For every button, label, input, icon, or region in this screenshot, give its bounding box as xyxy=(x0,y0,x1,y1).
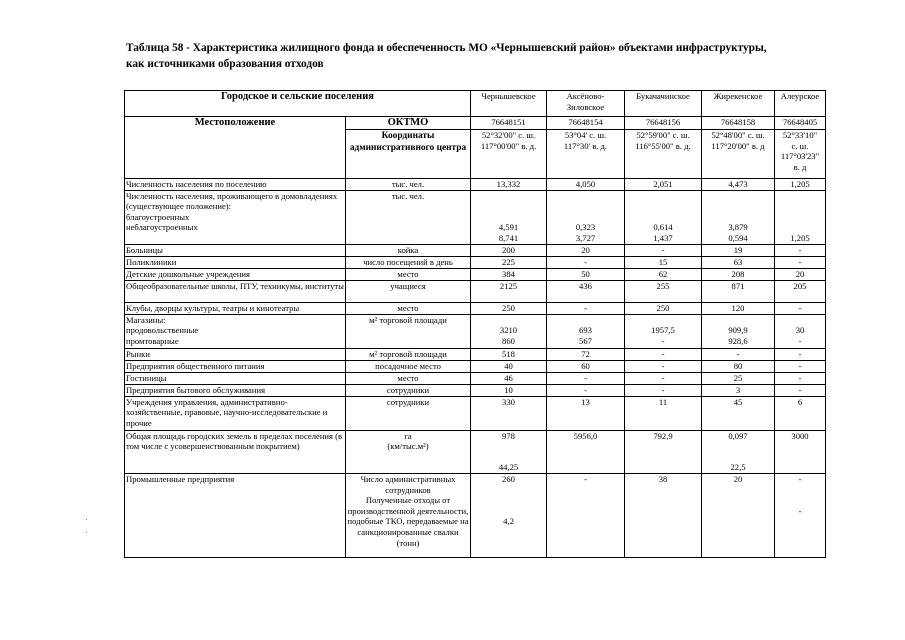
table-row xyxy=(125,360,826,372)
table-row xyxy=(125,179,826,191)
row-unit: м² торговой площади xyxy=(346,314,471,348)
row-value: - xyxy=(775,302,826,314)
row-value: 978 44,25 xyxy=(471,430,547,473)
row-label: Предприятия бытового обслуживания xyxy=(125,384,346,396)
row-value: - xyxy=(625,360,702,372)
row-value: 3,879 0,594 xyxy=(702,190,775,244)
row-label: Численность населения по поселению xyxy=(125,179,346,191)
row-value: - xyxy=(625,348,702,360)
row-value: 0,614 1,437 xyxy=(625,190,702,244)
row-value: 260 4,2 xyxy=(471,473,547,557)
row-unit: число посещений в день xyxy=(346,256,471,268)
row-label: Детские дошкольные учреждения xyxy=(125,268,346,280)
header-row-oktmo xyxy=(125,117,826,130)
row-value: - xyxy=(775,360,826,372)
settlements-header: Городское и сельские поселения xyxy=(125,91,471,117)
row-unit: сотрудники xyxy=(346,384,471,396)
row-unit: место xyxy=(346,372,471,384)
row-value: - xyxy=(547,256,625,268)
oktmo-code: 76648154 xyxy=(547,117,625,130)
row-value: 63 xyxy=(702,256,775,268)
row-unit: тыс. чел. xyxy=(346,179,471,191)
table-row xyxy=(125,473,826,557)
row-value: 518 xyxy=(471,348,547,360)
row-value: 0,097 22,5 xyxy=(702,430,775,473)
row-value: 20 xyxy=(775,268,826,280)
table-row xyxy=(125,280,826,302)
row-value: 1,205 xyxy=(775,190,826,244)
row-value: - xyxy=(775,372,826,384)
location-header: Местоположение xyxy=(125,117,346,179)
row-label: Численность населения, проживающего в домовладениях (существующее положение): благоустроенных неблагоустроенных xyxy=(125,190,346,244)
row-value: 0,323 3,727 xyxy=(547,190,625,244)
row-value: 205 xyxy=(775,280,826,302)
row-label: Учреждения управления, административно-хозяйственные, правовые, научно-исследовательские и прочие xyxy=(125,396,346,430)
row-value: - xyxy=(547,473,625,557)
row-value: 250 xyxy=(625,302,702,314)
row-value: 4,050 xyxy=(547,179,625,191)
row-unit: койка xyxy=(346,244,471,256)
row-unit: га (км/тыс.м²) xyxy=(346,430,471,473)
row-value: - xyxy=(547,372,625,384)
row-value: 46 xyxy=(471,372,547,384)
settlement-name: Чернышевское xyxy=(471,91,547,117)
row-value: 436 xyxy=(547,280,625,302)
row-value: 30 - xyxy=(775,314,826,348)
row-label: Промышленные предприятия xyxy=(125,473,346,557)
row-value: 208 xyxy=(702,268,775,280)
margin-mark xyxy=(86,532,87,533)
row-value: - xyxy=(775,384,826,396)
table-row xyxy=(125,256,826,268)
row-value: 80 xyxy=(702,360,775,372)
row-label: Рынки xyxy=(125,348,346,360)
row-value: 693 567 xyxy=(547,314,625,348)
row-value: 4,591 8,741 xyxy=(471,190,547,244)
row-label: Гостиницы xyxy=(125,372,346,384)
row-value: - xyxy=(625,372,702,384)
header-row-settlements xyxy=(125,91,826,117)
row-label: Больницы xyxy=(125,244,346,256)
table-body xyxy=(125,179,826,558)
table-row xyxy=(125,190,826,244)
row-value: 50 xyxy=(547,268,625,280)
row-value: - xyxy=(775,256,826,268)
row-value: 792,9 xyxy=(625,430,702,473)
admin-center-coords: 52°59'00" с. ш. 116°55'00" в. д. xyxy=(625,130,702,179)
row-value: 330 xyxy=(471,396,547,430)
row-value: 2,051 xyxy=(625,179,702,191)
admin-center-coords: 52°33'10" с. ш. 117°03'23" в. д xyxy=(775,130,826,179)
table-row xyxy=(125,302,826,314)
housing-infrastructure-table xyxy=(124,90,826,558)
table-title: Таблица 58 - Характеристика жилищного фонда и обеспеченность МО «Чернышевский район» объектами инфраструктуры, как источниками образования отходов xyxy=(126,42,767,70)
row-value: - - xyxy=(775,473,826,557)
row-value: 3 xyxy=(702,384,775,396)
row-unit: посадочное место xyxy=(346,360,471,372)
row-value: 200 xyxy=(471,244,547,256)
row-value: 11 xyxy=(625,396,702,430)
row-value: 13,332 xyxy=(471,179,547,191)
row-value: 255 xyxy=(625,280,702,302)
row-unit: м² торговой площади xyxy=(346,348,471,360)
row-value: 3000 xyxy=(775,430,826,473)
oktmo-code: 76648156 xyxy=(625,117,702,130)
row-value: - xyxy=(702,348,775,360)
row-value: 4,473 xyxy=(702,179,775,191)
coords-header: Координаты административного центра xyxy=(346,130,471,179)
row-label: Магазины: продовольственные промтоварные xyxy=(125,314,346,348)
row-unit: сотрудники xyxy=(346,396,471,430)
row-value: - xyxy=(625,244,702,256)
settlement-name: Жирекенское xyxy=(702,91,775,117)
row-value: 250 xyxy=(471,302,547,314)
row-unit: место xyxy=(346,302,471,314)
oktmo-header: ОКТМО xyxy=(346,117,471,130)
table-row xyxy=(125,430,826,473)
row-value: - xyxy=(775,244,826,256)
table-row xyxy=(125,384,826,396)
row-unit: тыс. чел. xyxy=(346,190,471,244)
row-value: 45 xyxy=(702,396,775,430)
row-value: 909,9 928,6 xyxy=(702,314,775,348)
table-row xyxy=(125,348,826,360)
row-value: 20 xyxy=(702,473,775,557)
row-value: 871 xyxy=(702,280,775,302)
row-unit: учащиеся xyxy=(346,280,471,302)
row-label: Общеобразовательные школы, ПТУ, техникумы, институты xyxy=(125,280,346,302)
row-value: 5956,0 xyxy=(547,430,625,473)
row-value: - xyxy=(625,384,702,396)
table-row xyxy=(125,396,826,430)
oktmo-code: 76648405 xyxy=(775,117,826,130)
row-label: Поликлиники xyxy=(125,256,346,268)
row-value: 38 xyxy=(625,473,702,557)
settlement-name: Букачачинское xyxy=(625,91,702,117)
admin-center-coords: 52°32'00" с. ш. 117°00'00" в. д. xyxy=(471,130,547,179)
oktmo-code: 76648158 xyxy=(702,117,775,130)
row-value: 62 xyxy=(625,268,702,280)
table-row xyxy=(125,372,826,384)
row-value: - xyxy=(547,384,625,396)
row-value: 2125 xyxy=(471,280,547,302)
row-value: 225 xyxy=(471,256,547,268)
table-row xyxy=(125,268,826,280)
row-unit: Число административных сотрудников Полученные отходы от производственной деятельности, подобные ТКО, передаваемые на санкционированные свалки (тонн) xyxy=(346,473,471,557)
row-value: 120 xyxy=(702,302,775,314)
table-row xyxy=(125,244,826,256)
row-label: Общая площадь городских земель в пределах поселения (в том числе с усовершенствованным покрытием) xyxy=(125,430,346,473)
settlement-name: Алеурское xyxy=(775,91,826,117)
row-label: Клубы, дворцы культуры, театры и кинотеатры xyxy=(125,302,346,314)
row-value: 20 xyxy=(547,244,625,256)
row-value: 10 xyxy=(471,384,547,396)
row-value: 19 xyxy=(702,244,775,256)
row-label: Предприятия общественного питания xyxy=(125,360,346,372)
row-unit: место xyxy=(346,268,471,280)
row-value: 25 xyxy=(702,372,775,384)
row-value: 15 xyxy=(625,256,702,268)
row-value: 384 xyxy=(471,268,547,280)
row-value: 3210 860 xyxy=(471,314,547,348)
table-row xyxy=(125,314,826,348)
settlement-name: Аксёново-Зиловское xyxy=(547,91,625,117)
admin-center-coords: 52°48'00" с. ш. 117°20'00" в. д xyxy=(702,130,775,179)
admin-center-coords: 53°04' с. ш. 117°30' в. д. xyxy=(547,130,625,179)
row-value: 40 xyxy=(471,360,547,372)
row-value: - xyxy=(775,348,826,360)
oktmo-code: 76648151 xyxy=(471,117,547,130)
row-value: 6 xyxy=(775,396,826,430)
row-value: - xyxy=(547,302,625,314)
row-value: 1957,5 - xyxy=(625,314,702,348)
row-value: 72 xyxy=(547,348,625,360)
row-value: 60 xyxy=(547,360,625,372)
row-value: 13 xyxy=(547,396,625,430)
margin-mark xyxy=(86,519,87,520)
row-value: 1,205 xyxy=(775,179,826,191)
